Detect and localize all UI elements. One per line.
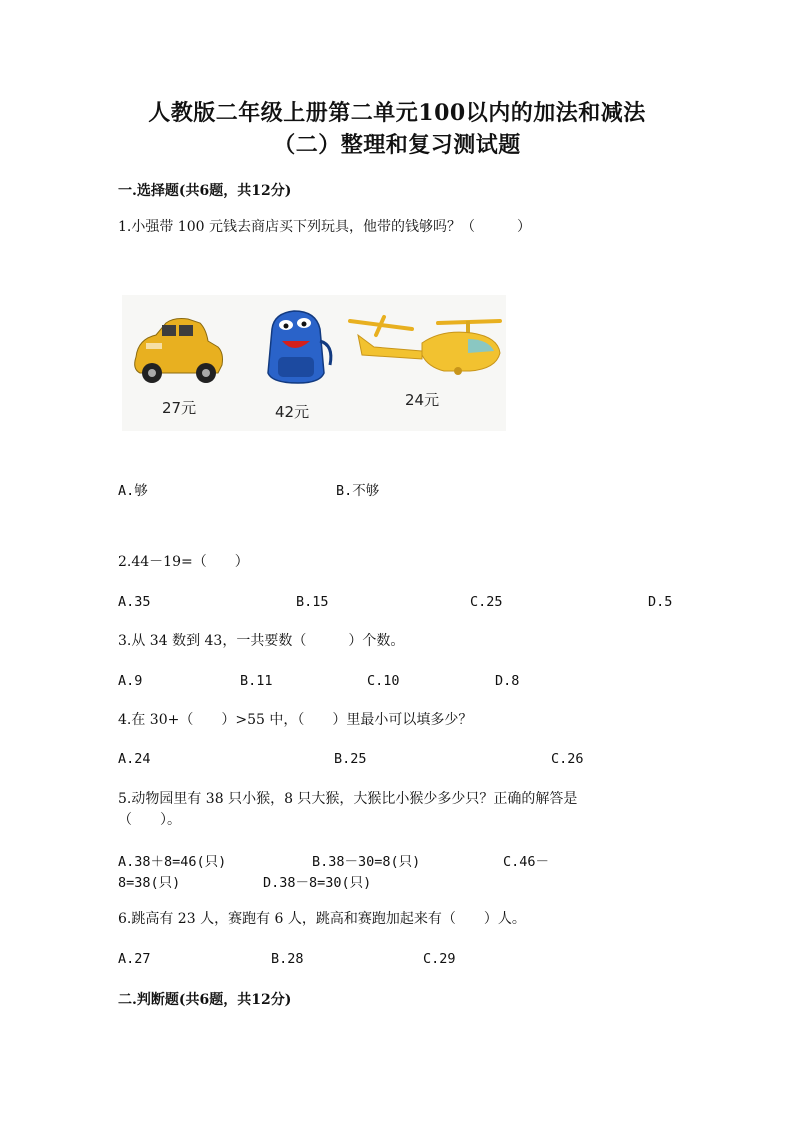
section-heading-true-false: 二.判断题(共6题，共12分) [118, 992, 292, 1008]
question-3-option-b[interactable]: B.11 [240, 673, 273, 689]
question-1-option-a[interactable]: A.够 [118, 483, 148, 499]
backpack-price-label: 42元 [275, 403, 310, 421]
question-5-option-a[interactable]: A.38＋8=46(只) [118, 854, 227, 870]
question-2-option-a[interactable]: A.35 [118, 594, 151, 610]
section-heading-multiple-choice: 一.选择题(共6题，共12分) [118, 183, 292, 199]
question-1-text: 1.小强带 100 元钱去商店买下列玩具，他带的钱够吗？（ ） [118, 219, 531, 235]
question-4-text: 4.在 30+（ ）>55 中，（ ）里最小可以填多少？ [118, 712, 473, 728]
question-1-option-b[interactable]: B.不够 [336, 483, 380, 499]
question-2-text: 2.44－19=（ ） [118, 554, 249, 570]
question-5-text-line-2: （ ）。 [118, 812, 181, 828]
question-4-option-a[interactable]: A.24 [118, 751, 151, 767]
helicopter-price-label: 24元 [405, 391, 440, 409]
question-2-option-b[interactable]: B.15 [296, 594, 329, 610]
question-4-option-b[interactable]: B.25 [334, 751, 367, 767]
question-2-option-c[interactable]: C.25 [470, 594, 503, 610]
question-5-option-c[interactable]: C.46－ [503, 854, 550, 870]
question-5-option-c-continued[interactable]: 8=38(只) [118, 875, 181, 891]
question-5-option-b[interactable]: B.38－30=8(只) [312, 854, 421, 870]
question-3-option-a[interactable]: A.9 [118, 673, 143, 689]
question-6-option-b[interactable]: B.28 [271, 951, 304, 967]
question-3-option-c[interactable]: C.10 [367, 673, 400, 689]
question-3-text: 3.从 34 数到 43，一共要数（ ）个数。 [118, 633, 405, 649]
question-2-option-d[interactable]: D.5 [648, 594, 673, 610]
question-3-option-d[interactable]: D.8 [495, 673, 520, 689]
question-6-option-c[interactable]: C.29 [423, 951, 456, 967]
toy-prices-image [122, 295, 506, 431]
question-4-option-c[interactable]: C.26 [551, 751, 584, 767]
question-6-option-a[interactable]: A.27 [118, 951, 151, 967]
question-5-option-d[interactable]: D.38－8=30(只) [263, 875, 372, 891]
document-title-line-2: （二）整理和复习测试题 [273, 132, 521, 158]
question-5-text-line-1: 5.动物园里有 38 只小猴，8 只大猴，大猴比小猴少多少只？正确的解答是 [118, 791, 578, 807]
document-title-line-1: 人教版二年级上册第二单元100以内的加法和减法 [148, 100, 646, 126]
question-6-text: 6.跳高有 23 人，赛跑有 6 人，跳高和赛跑加起来有（ ）人。 [118, 911, 526, 927]
car-price-label: 27元 [162, 399, 197, 417]
